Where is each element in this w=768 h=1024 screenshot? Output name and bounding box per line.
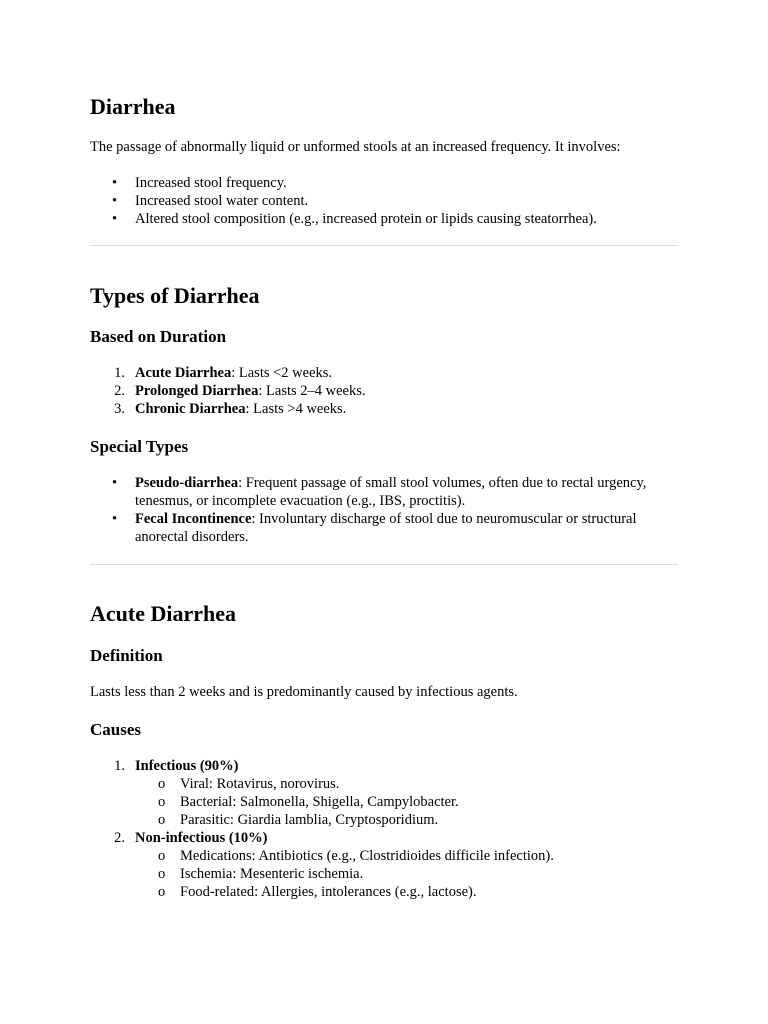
term-description: : Lasts <2 weeks. (231, 365, 333, 381)
list-item (90, 400, 366, 418)
list-item (90, 192, 597, 210)
sub-list (135, 775, 554, 829)
circle-marker: o (158, 848, 166, 864)
term-description: : Frequent passage of small stool volumes, often due to rectal urgency, tenesmus, or incomplete evacuation (e.g., IBS, proctitis). (135, 475, 647, 509)
section-title-types: Types of Diarrhea (90, 283, 260, 308)
bullet-marker: • (112, 193, 118, 209)
sub-list-item (135, 793, 554, 811)
list-item (90, 382, 366, 400)
circle-marker: o (158, 776, 166, 792)
list-item (90, 364, 366, 382)
list-number: 3. (114, 401, 125, 417)
sub-list-item (135, 847, 554, 865)
special-types-list (90, 474, 678, 546)
list-item (90, 829, 554, 901)
list-number: 1. (114, 365, 125, 381)
term-description: : Involuntary discharge of stool due to neuromuscular or structural anorectal disorders. (135, 511, 637, 545)
duration-list (90, 364, 366, 418)
section-divider (90, 245, 678, 246)
sub-list-item (135, 883, 554, 901)
term-label: Fecal Incontinence (135, 511, 252, 527)
sub-list-item-text: Medications: Antibiotics (e.g., Clostridioides difficile infection). (180, 848, 554, 864)
list-item-text: Increased stool frequency. (135, 175, 287, 191)
bullet-marker: • (112, 175, 118, 191)
bullet-marker: • (112, 211, 118, 227)
sub-list-item-text: Bacterial: Salmonella, Shigella, Campylobacter. (180, 794, 459, 810)
diarrhea-intro: The passage of abnormally liquid or unformed stools at an increased frequency. It involves: (90, 139, 621, 155)
term-description: : Lasts >4 weeks. (245, 401, 347, 417)
section-title-diarrhea: Diarrhea (90, 94, 176, 119)
list-item (90, 474, 678, 510)
list-number: 2. (114, 383, 125, 399)
term-label: Chronic Diarrhea (135, 401, 246, 417)
sub-list-item (135, 811, 554, 829)
list-number: 1. (114, 758, 125, 774)
circle-marker: o (158, 866, 166, 882)
term-label: Infectious (90%) (135, 758, 239, 774)
section-title-acute: Acute Diarrhea (90, 601, 237, 626)
list-item (90, 510, 678, 546)
subheading-duration: Based on Duration (90, 327, 227, 346)
list-item (90, 210, 597, 228)
sub-list-item-text: Ischemia: Mesenteric ischemia. (180, 866, 364, 882)
sub-list-item-text: Viral: Rotavirus, norovirus. (180, 776, 340, 792)
section-divider (90, 564, 678, 565)
subheading-special-types: Special Types (90, 437, 189, 456)
sub-list-item (135, 775, 554, 793)
list-item (90, 174, 597, 192)
list-item-text: Altered stool composition (e.g., increased protein or lipids causing steatorrhea). (135, 211, 597, 227)
term-label: Acute Diarrhea (135, 365, 232, 381)
diarrhea-bullet-list (90, 174, 597, 228)
circle-marker: o (158, 884, 166, 900)
sub-list-item (135, 865, 554, 883)
causes-list (90, 757, 554, 901)
definition-text: Lasts less than 2 weeks and is predominantly caused by infectious agents. (90, 684, 518, 700)
term-description: : Lasts 2–4 weeks. (258, 383, 366, 399)
bullet-marker: • (112, 511, 118, 527)
bullet-marker: • (112, 475, 118, 491)
circle-marker: o (158, 794, 166, 810)
term-label: Prolonged Diarrhea (135, 383, 259, 399)
subheading-definition: Definition (90, 646, 163, 665)
sub-list (135, 847, 554, 901)
sub-list-item-text: Food-related: Allergies, intolerances (e.g., lactose). (180, 884, 477, 900)
circle-marker: o (158, 812, 166, 828)
term-label: Pseudo-diarrhea (135, 475, 239, 491)
sub-list-item-text: Parasitic: Giardia lamblia, Cryptosporidium. (180, 812, 439, 828)
list-item (90, 757, 554, 829)
subheading-causes: Causes (90, 720, 142, 739)
list-number: 2. (114, 830, 125, 846)
list-item-text: Increased stool water content. (135, 193, 309, 209)
term-label: Non-infectious (10%) (135, 830, 268, 846)
